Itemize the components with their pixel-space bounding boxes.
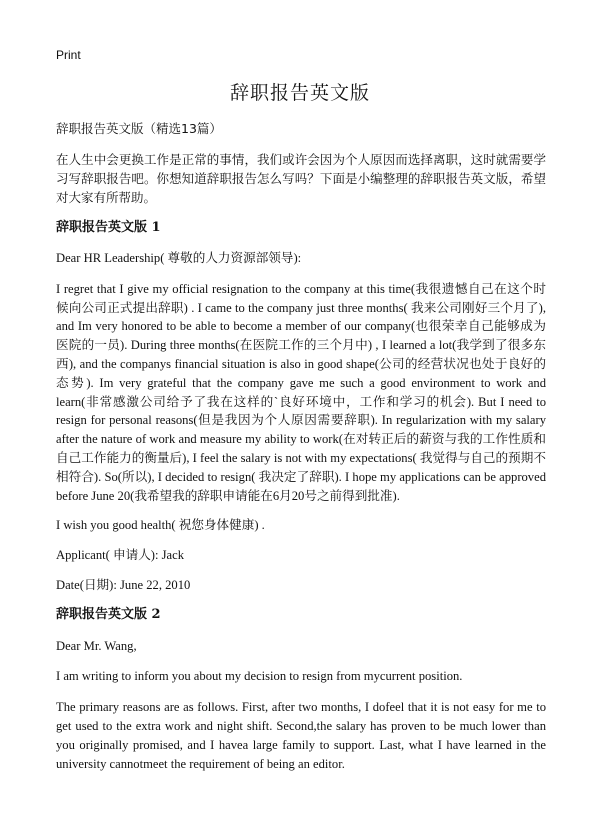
- document-subtitle: 辞职报告英文版（精选13篇）: [56, 121, 222, 136]
- letter1-salutation: Dear HR Leadership( 尊敬的人力资源部领导):: [56, 251, 302, 266]
- section-heading-2: 辞职报告英文版 2: [56, 607, 161, 623]
- letter1-date: Date(日期): June 22, 2010: [56, 577, 191, 592]
- letter2-salutation: Dear Mr. Wang,: [56, 638, 137, 653]
- letter1-body: I regret that I give my official resignation to the company at this time(我很遗憾自己在这个时候向公司正式提出辞职) . I came to the company just three months( 我来公司刚好三个月了), and Im very honored to be able to become a member of our company(也很荣幸自己能够成为医院的一员). During three months(在医院工作的三个月中) , I learned a lot(我学到了很多东西), and the companys financial situation is also in good shape(公司的经营状况也处于良好的态势). Im very grateful that the company gave me such a good environment to work and learn(非常感激公司给予了我在这样的`良好环境中，工作和学习的机会). But I need to resign for personal reasons(但是我因为个人原因需要辞职). In regularization with my salary after the nature of work and measure my ability to work(在对转正后的薪资与我的工作性质和自己工作能力的衡量后), I feel the salary is not with my expectations( 我觉得与自己的预期不相符合). So(所以), I decided to resign( 我决定了辞职). I hope my applications can be approved before June 20(我希望我的辞职申请能在6月20号之前得到批准).: [56, 281, 546, 503]
- letter1-applicant: Applicant( 申请人): Jack: [56, 547, 185, 562]
- letter2-paragraph-2: The primary reasons are as follows. First, after two months, I dofeel that it is not easy for me to get used to the extra work and night shift. Second,the salary has proven to be much lower than you originally promised, and I havea large family to support. Last, what I have learned in the university cannotmeet the requirement of being an editor.: [56, 700, 546, 772]
- letter2-paragraph-1: I am writing to inform you about my decision to resign from mycurrent position.: [56, 669, 463, 684]
- page-title: 辞职报告英文版: [229, 82, 370, 104]
- section-heading-1: 辞职报告英文版 1: [56, 219, 161, 235]
- document-body: [56, 120, 546, 786]
- letter1-closing: I wish you good health( 祝您身体健康) .: [56, 518, 265, 533]
- intro-paragraph: 在人生中会更换工作是正常的事情，我们或许会因为个人原因而选择离职，这时就需要学习写辞职报告吧。你想知道辞职报告怎么写吗？下面是小编整理的辞职报告英文版，希望对大家有所帮助。: [56, 151, 546, 205]
- print-label: Print: [56, 48, 81, 62]
